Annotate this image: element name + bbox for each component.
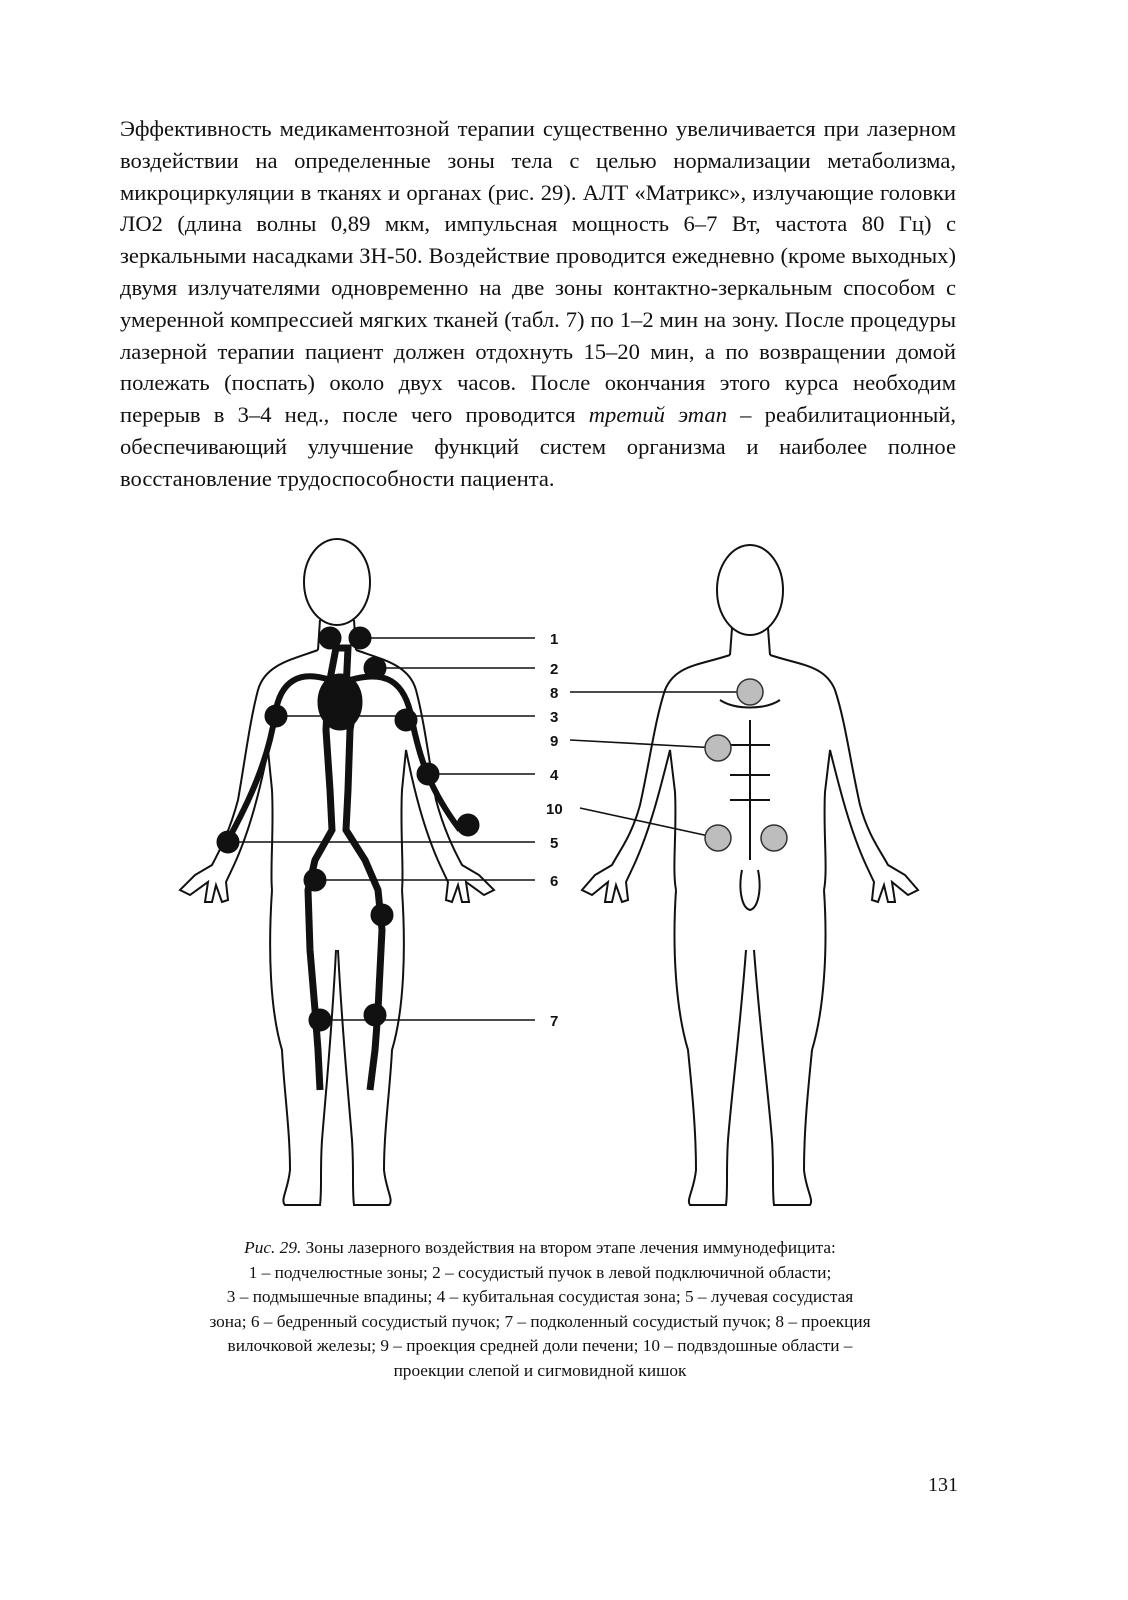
label-9: 9 <box>550 733 559 750</box>
zone-7-right-marker <box>364 1004 386 1026</box>
label-1: 1 <box>550 631 559 648</box>
leader-lines <box>228 638 750 1020</box>
label-6: 6 <box>550 873 559 890</box>
label-10: 10 <box>546 801 563 818</box>
paragraph-italic-term: третий этап <box>588 402 727 428</box>
page-number: 131 <box>928 1474 958 1496</box>
label-7: 7 <box>550 1013 559 1030</box>
zone-10-left-marker <box>705 825 731 851</box>
figure-caption <box>130 1236 950 1383</box>
label-5: 5 <box>550 835 559 852</box>
caption-title-line <box>130 1236 950 1261</box>
label-3: 3 <box>550 709 559 726</box>
caption-line-3: 3 – подмышечные впадины; 4 – кубитальная сосудистая зона; 5 – лучевая сосудистая <box>226 1287 854 1306</box>
front-zone-markers <box>705 679 787 851</box>
label-8: 8 <box>550 685 559 702</box>
zone-9-marker <box>705 735 731 761</box>
front-view-figure <box>582 545 918 1205</box>
caption-line-5: вилочковой железы; 9 – проекция средней доли печени; 10 – подвздошные области – <box>227 1336 853 1355</box>
caption-line-6: проекции слепой и сигмовидной кишок <box>393 1360 687 1380</box>
caption-line-4: зона; 6 – бедренный сосудистый пучок; 7 – подколенный сосудистый пучок; 8 – проекция <box>209 1311 871 1331</box>
paragraph-text-2: – реабилитационный, обеспечивающий улучшение функций систем организма и наиболее полное восстановление трудоспособности пациента. <box>120 402 956 491</box>
label-4: 4 <box>550 767 559 784</box>
zone-6-right-marker <box>371 904 393 926</box>
zone-8-marker <box>737 679 763 705</box>
body-paragraph <box>120 113 956 495</box>
zone-5-right-marker <box>457 814 479 836</box>
figure-29 <box>150 530 980 1230</box>
caption-fig-ref: Рис. 29. <box>244 1238 302 1257</box>
label-2: 2 <box>550 661 559 678</box>
zone-10-right-marker <box>761 825 787 851</box>
zone-3-right-marker <box>395 709 417 731</box>
caption-line-2: 1 – подчелюстные зоны; 2 – сосудистый пучок в левой подключичной области; <box>248 1262 832 1282</box>
zone-1-left-marker <box>319 627 341 649</box>
paragraph-text-1: Эффективность медикаментозной терапии существенно увеличивается при лазерном воздействии на определенные зоны тела с целью нормализации метаболизма, микроциркуляции в тканях и органах (рис. 29). АЛТ «Матрикс», излучающие головки ЛО2 (длина волны 0,89 мкм, импульсная мощность 6–7 Вт, частота 80 Гц) с зеркальными насадками ЗН-50. Воздействие проводится ежедневно (кроме выходных) двумя излучателями одновременно на две зоны контактно-зеркальным способом с умеренной компрессией мягких тканей (табл. 7) по 1–2 мин на зону. После процедуры лазерной терапии пациент должен отдохнуть 15–20 мин, а по возвращении домой полежать (поспать) около двух часов. После окончания этого курса необходим перерыв в 3–4 нед., после чего проводится <box>120 116 956 428</box>
caption-title: Зоны лазерного воздействия на втором этапе лечения иммунодефицита: <box>301 1238 836 1257</box>
